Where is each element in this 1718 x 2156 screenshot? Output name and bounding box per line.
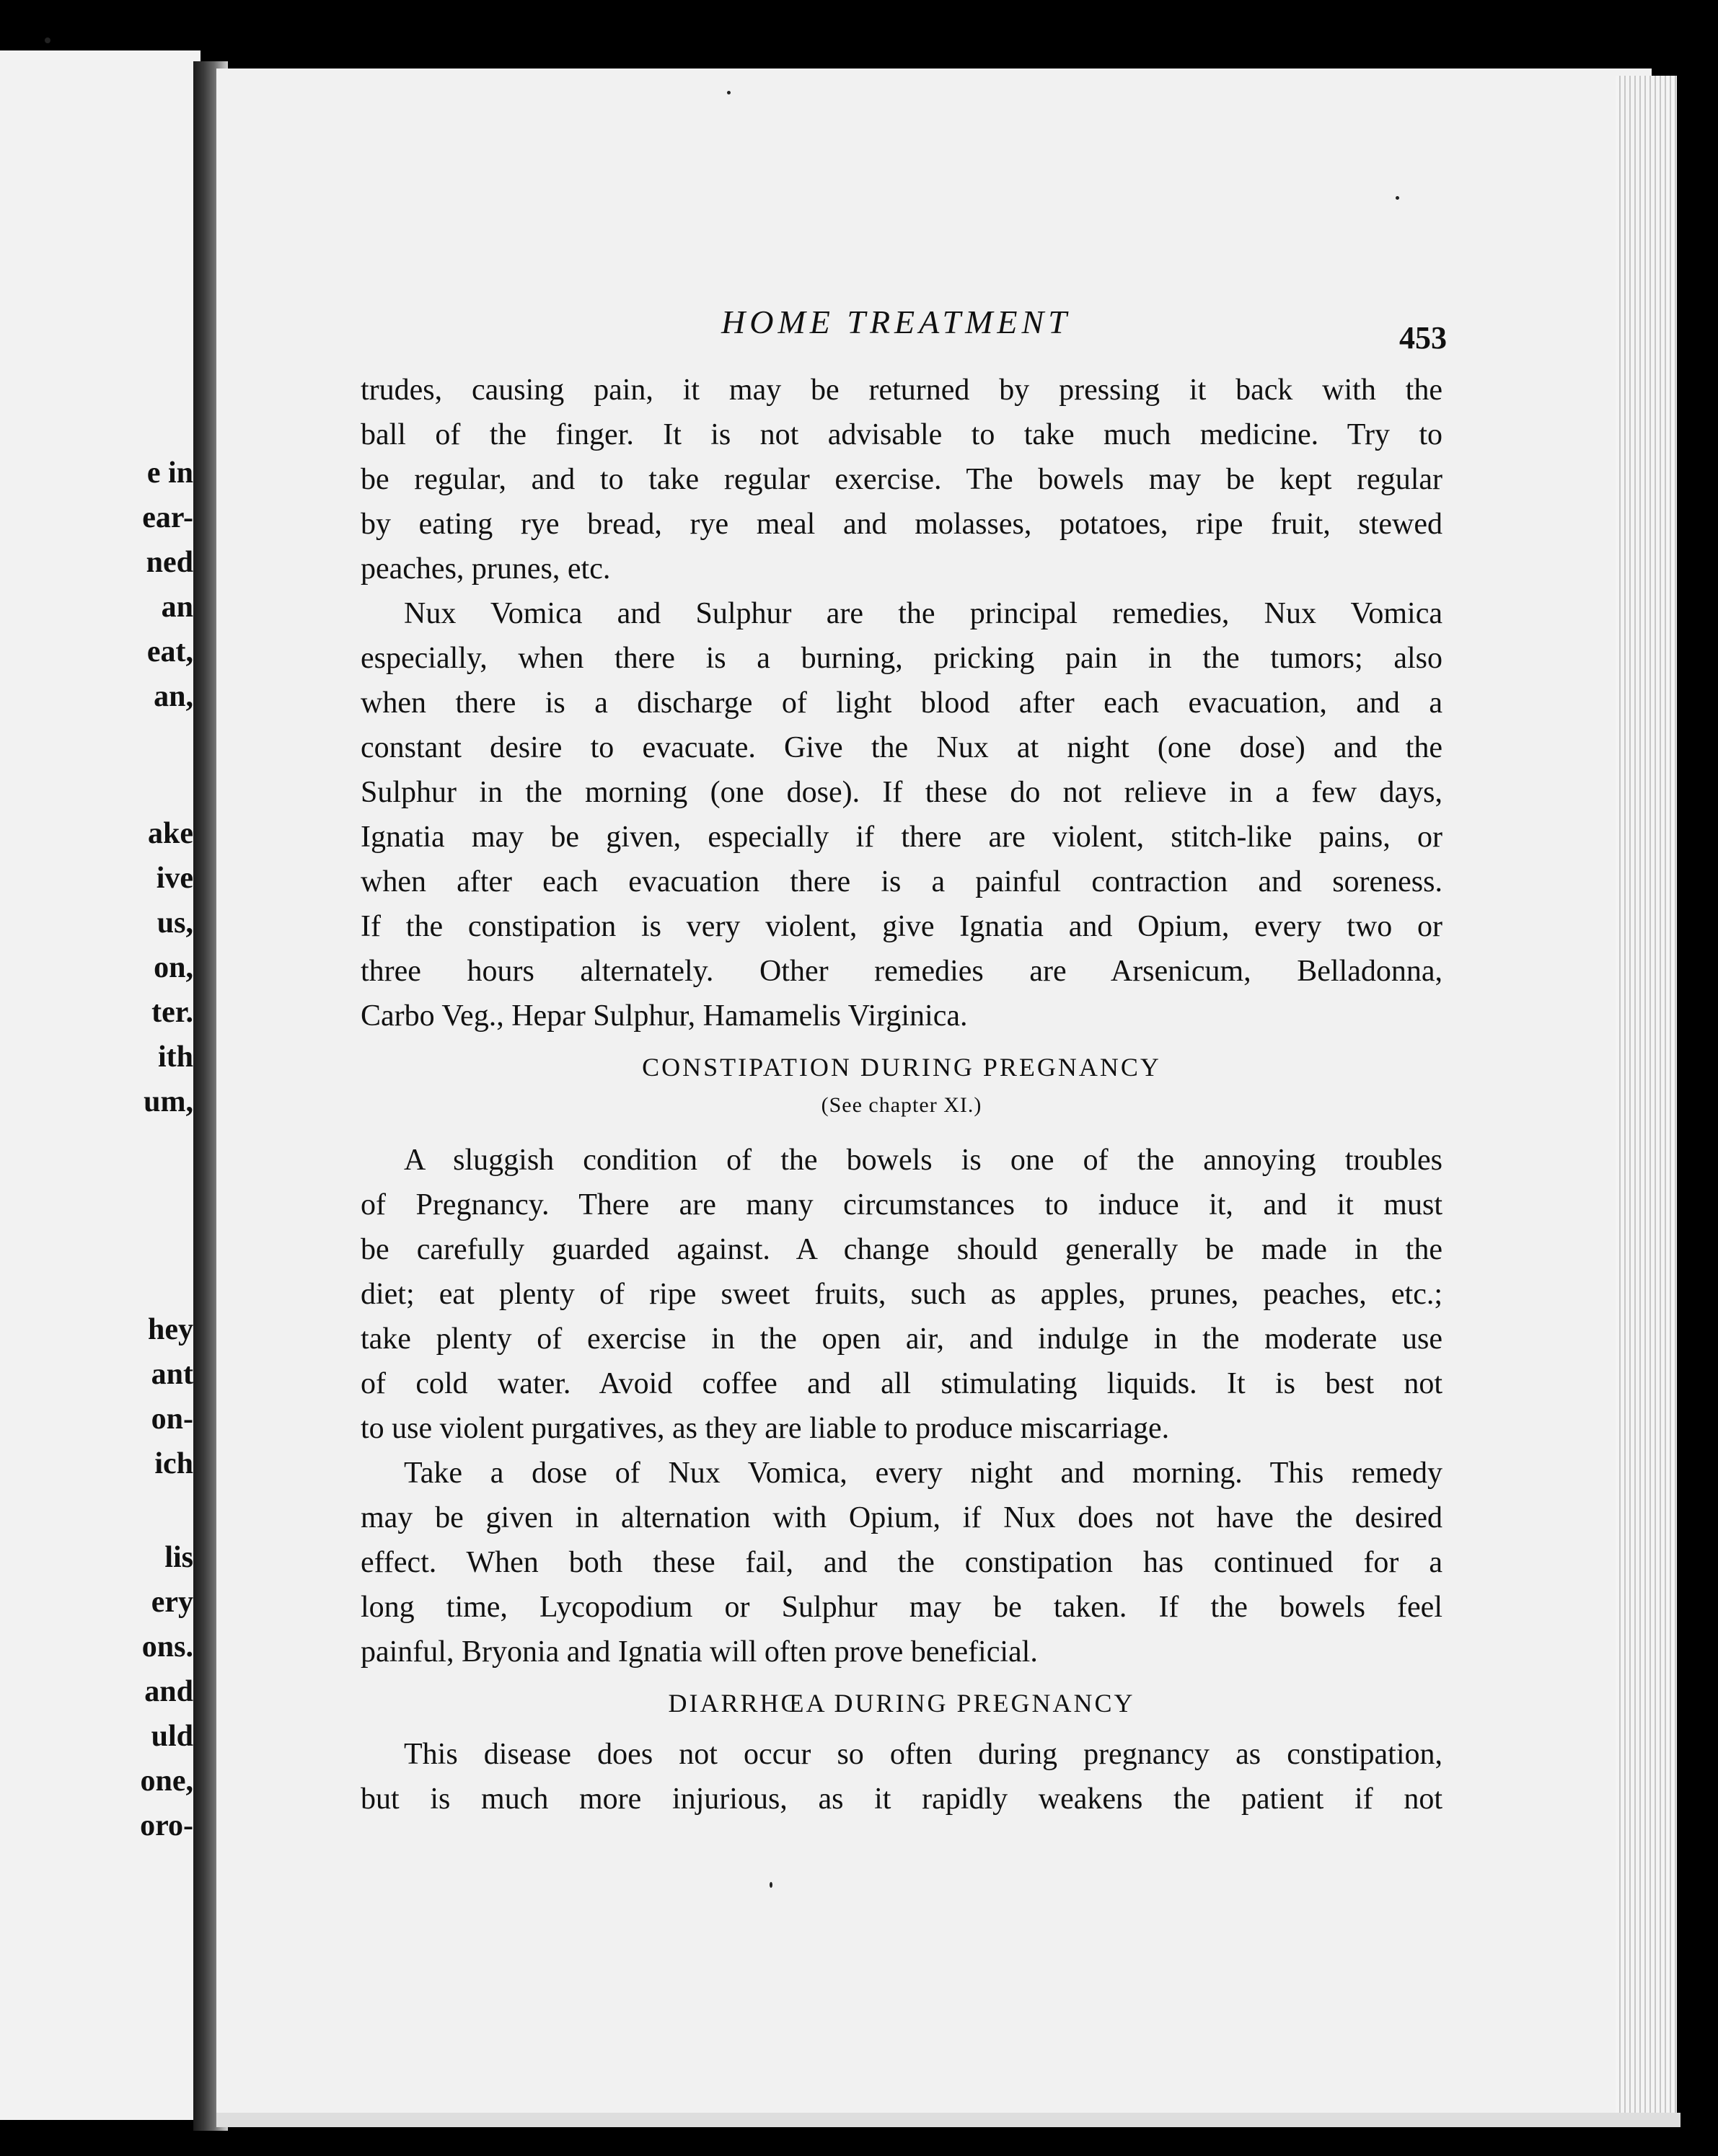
dust-speck: [727, 91, 731, 94]
left-page-fragment: ich: [154, 1447, 193, 1480]
text-line: be carefully guarded against. A change should generally be made in the: [361, 1233, 1442, 1266]
running-head: HOME TREATMENT: [721, 304, 1071, 340]
text-line: Ignatia may be given, especially if there are violent, stitch-like pains, or: [361, 821, 1442, 854]
left-page-fragment: an,: [154, 680, 193, 713]
text-line: A sluggish condition of the bowels is one of the annoying troubles: [404, 1144, 1442, 1177]
text-line: especially, when there is a burning, pricking pain in the tumors; also: [361, 642, 1442, 675]
left-page-fragment: us,: [157, 906, 193, 940]
text-line: when after each evacuation there is a painful contraction and soreness.: [361, 865, 1442, 898]
text-line: be regular, and to take regular exercise. The bowels may be kept regular: [361, 463, 1442, 496]
text-line: take plenty of exercise in the open air, and indulge in the moderate use: [361, 1322, 1442, 1356]
paragraph: [361, 591, 1442, 1038]
text-line: effect. When both these fail, and the constipation has continued for a: [361, 1546, 1442, 1579]
text-line: of Pregnancy. There are many circumstances to induce it, and it must: [361, 1188, 1442, 1221]
dust-speck: [45, 37, 50, 43]
left-page-fragment: ons.: [141, 1630, 193, 1664]
text-line: but is much more injurious, as it rapidly weakens the patient if not: [361, 1782, 1442, 1816]
body-text: [361, 368, 1442, 1821]
paragraph: [361, 1451, 1442, 1674]
left-page-fragment: lis: [164, 1541, 193, 1574]
text-line: constant desire to evacuate. Give the Nux at night (one dose) and the: [361, 731, 1442, 764]
left-page-fragment: an: [161, 591, 193, 624]
section-heading: DIARRHŒA DURING PREGNANCY: [668, 1689, 1135, 1718]
page-number: 453: [1399, 320, 1447, 355]
left-page-fragment: ery: [151, 1586, 193, 1619]
page-bottom-edge: [216, 2113, 1680, 2127]
left-page-fragment: one,: [140, 1764, 193, 1798]
paragraph: [361, 1138, 1442, 1451]
text-line: to use violent purgatives, as they are liable to produce miscarriage.: [361, 1412, 1170, 1445]
text-line: If the constipation is very violent, give Ignatia and Opium, every two or: [361, 910, 1442, 943]
text-line: when there is a discharge of light blood after each evacuation, and a: [361, 686, 1442, 720]
text-line: ball of the finger. It is not advisable to take much medicine. Try to: [361, 418, 1442, 451]
text-line: by eating rye bread, rye meal and molasses, potatoes, ripe fruit, stewed: [361, 508, 1442, 541]
text-line: diet; eat plenty of ripe sweet fruits, such as apples, prunes, peaches, etc.;: [361, 1278, 1442, 1311]
left-page-fragment: on,: [154, 951, 193, 984]
text-line: Carbo Veg., Hepar Sulphur, Hamamelis Virginica.: [361, 999, 968, 1033]
left-page-fragment: ith: [157, 1041, 193, 1074]
text-line: Sulphur in the morning (one dose). If these do not relieve in a few days,: [361, 776, 1442, 809]
left-page-fragment: uld: [151, 1720, 193, 1753]
text-line: may be given in alternation with Opium, if Nux does not have the desired: [361, 1501, 1442, 1534]
dust-speck: [770, 1882, 772, 1888]
left-page-fragment: ear-: [142, 501, 193, 534]
text-line: Take a dose of Nux Vomica, every night and morning. This remedy: [404, 1457, 1442, 1490]
left-page-fragment: ant: [151, 1358, 193, 1391]
left-page-fragment: oro-: [140, 1809, 193, 1842]
dust-speck: [1396, 196, 1399, 200]
text-line: painful, Bryonia and Ignatia will often prove beneficial.: [361, 1635, 1038, 1669]
text-line: long time, Lycopodium or Sulphur may be taken. If the bowels feel: [361, 1591, 1442, 1624]
text-line: of cold water. Avoid coffee and all stimulating liquids. It is best not: [361, 1367, 1442, 1400]
left-page-fragment: hey: [148, 1313, 193, 1346]
left-page-fragment: e in: [146, 456, 193, 490]
left-page-fragment: eat,: [146, 635, 193, 668]
left-page-fragment: um,: [144, 1085, 193, 1118]
page-edges: [1616, 76, 1677, 2116]
section-subheading: (See chapter XI.): [821, 1093, 982, 1117]
left-page-fragment: and: [144, 1675, 193, 1708]
paragraph: [361, 1732, 1442, 1821]
text-line: Nux Vomica and Sulphur are the principal remedies, Nux Vomica: [404, 597, 1442, 630]
left-page-fragment: ake: [148, 817, 193, 850]
paragraph: [361, 368, 1442, 591]
text-line: three hours alternately. Other remedies are Arsenicum, Belladonna,: [361, 955, 1442, 988]
left-page-fragment: on-: [151, 1402, 193, 1436]
left-page-fragment: ter.: [151, 996, 193, 1029]
left-facing-page: [0, 50, 201, 2120]
text-line: This disease does not occur so often during pregnancy as constipation,: [404, 1738, 1442, 1771]
section-heading: CONSTIPATION DURING PREGNANCY: [642, 1053, 1161, 1082]
text-line: trudes, causing pain, it may be returned by pressing it back with the: [361, 374, 1442, 407]
left-page-fragment: ive: [156, 862, 193, 895]
left-page-fragment: ned: [146, 546, 193, 579]
text-line: peaches, prunes, etc.: [361, 552, 611, 586]
